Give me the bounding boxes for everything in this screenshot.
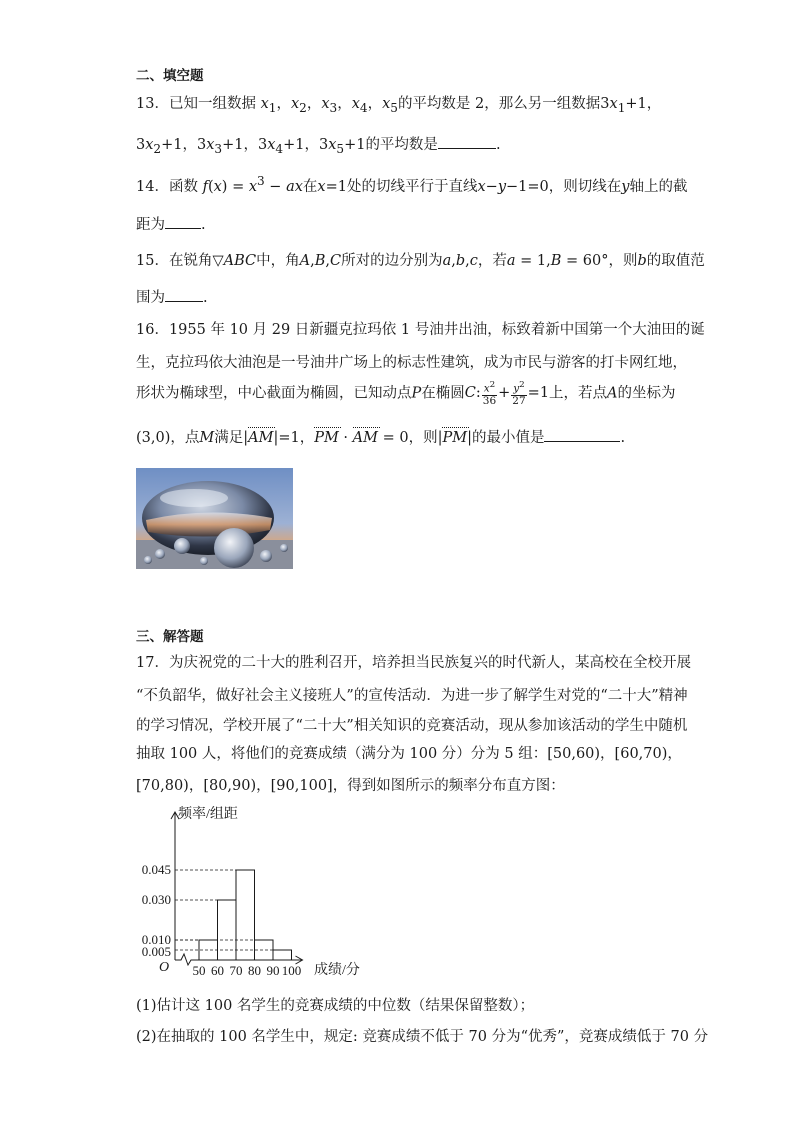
question-17-line-2: “不负韶华，做好社会主义接班人”的宣传活动．为进一步了解学生对党的“二十大”精神	[136, 688, 688, 704]
math-conditions: a = 1,B = 60°	[506, 253, 609, 269]
math-A: A	[607, 385, 618, 402]
answer-blank-13[interactable]	[438, 134, 496, 149]
question-14-line-2: 距为 .	[136, 213, 206, 234]
math-interval-50-60: [50,60)，[60,70)，	[547, 746, 682, 762]
origin-label: O	[159, 960, 170, 975]
sculpture-illustration	[136, 468, 293, 569]
math-y: y	[621, 178, 630, 195]
math-P: P	[411, 385, 422, 402]
math-b: b	[637, 253, 647, 269]
section-title-solutions: 三、解答题	[136, 629, 204, 645]
question-14-line-1: 14．函数 $f(x) = x^3$ − ax在x=1处的切线平行于直线x−y−1=0，则切线在y轴上的截	[136, 174, 688, 195]
question-16-line-2: 生，克拉玛依大油泡是一号油井广场上的标志性建筑，成为市民与游客的打卡网红地，	[136, 355, 687, 371]
math-x-eq-1: x=1	[317, 178, 347, 195]
y-axis-label: 频率/组距	[178, 807, 238, 822]
math-intervals-70-100: [70,80)，[80,90)，[90,100]	[136, 778, 333, 794]
frequency-histogram	[128, 800, 408, 980]
question-16-line-1: 16．1955 年 10 月 29 日新疆克拉玛依 1 号油井出油，标致着新中国第一个大油田的诞	[136, 322, 705, 338]
question-13-line-2: $3x_2+1$，$3x_3+1$，$3x_4+1$，$3x_5+1$的平均数是 .	[136, 133, 501, 156]
math-vector-PM: |PM|	[437, 430, 472, 446]
math-triangle: ▽ABC	[212, 253, 257, 269]
y-tick-label: 0.045	[141, 862, 171, 877]
x-tick-label: 70	[229, 963, 243, 978]
histogram-bar	[218, 900, 237, 960]
question-17-sub-2: (2)在抽取的 100 名学生中，规定: 竞赛成绩不低于 70 分为“优秀”，竞赛成绩低于 70 分	[136, 1029, 709, 1045]
histogram-bar	[273, 950, 292, 960]
question-16-line-3: 形状为椭球型，中心截面为椭圆，已知动点P在椭圆C: $\frac{x^2}{36}$ + $\frac{y^2}{27}$ =1上，若点A的坐标为	[136, 380, 676, 407]
question-17-line-5: [70,80)，[80,90)，[90,100]，得到如图所示的频率分布直方图：	[136, 778, 565, 794]
x-tick-label: 90	[266, 963, 280, 978]
oil-bubble-sculpture-photo	[136, 468, 293, 569]
math-vector-conditions: |AM|=1，PM · AM = 0	[243, 430, 409, 446]
y-tick-label: 0.030	[141, 892, 171, 907]
question-17-line-3: 的学习情况，学校开展了“二十大”相关知识的竞赛活动，现从参加该活动的学生中随机	[136, 718, 688, 734]
answer-blank-15[interactable]	[165, 287, 203, 302]
question-17-sub-1: (1)估计这 100 名学生的竞赛成绩的中位数（结果保留整数）；	[136, 998, 535, 1014]
answer-blank-14[interactable]	[165, 214, 201, 229]
math-line-eq: x−y−1=0	[477, 178, 549, 195]
math-angles: A,B,C	[299, 253, 342, 269]
question-17-line-1: 17．为庆祝党的二十大的胜利召开，培养担当民族复兴的时代新人，某高校在全校开展	[136, 655, 691, 671]
x-tick-label: 50	[192, 963, 206, 978]
question-16-line-4: (3,0)，点M满足|AM|=1，PM · AM = 0，则|PM|的最小值是 .	[136, 426, 625, 447]
question-17-line-4: 抽取 100 人，将他们的竞赛成绩（满分为 100 分）分为 5 组：[50,60)，[60,70)，	[136, 746, 682, 762]
math-function: $f(x) = x^3$ − ax	[202, 174, 303, 195]
x-tick-label: 60	[211, 963, 224, 978]
y-tick-label: 0.005	[141, 944, 171, 959]
section-title-fill-in: 二、填空题	[136, 68, 204, 84]
x-tick-label: 80	[248, 963, 261, 978]
question-15-line-2: 围为 .	[136, 286, 208, 307]
answer-blank-16[interactable]	[544, 427, 620, 442]
histogram-bar	[236, 870, 255, 960]
math-data-list: $x_1$，$x_2$，$x_3$，$x_4$，$x_5$	[260, 96, 398, 115]
x-tick-label: 100	[281, 963, 302, 978]
math-M: M	[199, 430, 215, 446]
x-axis-label: 成绩/分	[314, 963, 360, 978]
y-tick-label: 0.010	[141, 932, 171, 947]
math-sides: a,b,c	[442, 253, 478, 269]
math-3x1: $3x_1+1$，	[600, 96, 662, 115]
question-15-line-1: 15．在锐角▽ABC中，角A,B,C所对的边分别为a,b,c，若a = 1,B = 60°，则b的取值范	[136, 253, 705, 269]
math-point-3-0: (3,0)	[136, 430, 171, 446]
math-transformed-list: $3x_2+1$，$3x_3+1$，$3x_4+1$，$3x_5+1$	[136, 137, 366, 156]
math-ellipse: C: $\frac{x^2}{36}$ + $\frac{y^2}{27}$ =1	[464, 380, 550, 407]
question-13-line-1: 13．已知一组数据 $x_1$，$x_2$，$x_3$，$x_4$，$x_5$的平均数是 2，那么另一组数据$3x_1+1$，	[136, 96, 662, 115]
